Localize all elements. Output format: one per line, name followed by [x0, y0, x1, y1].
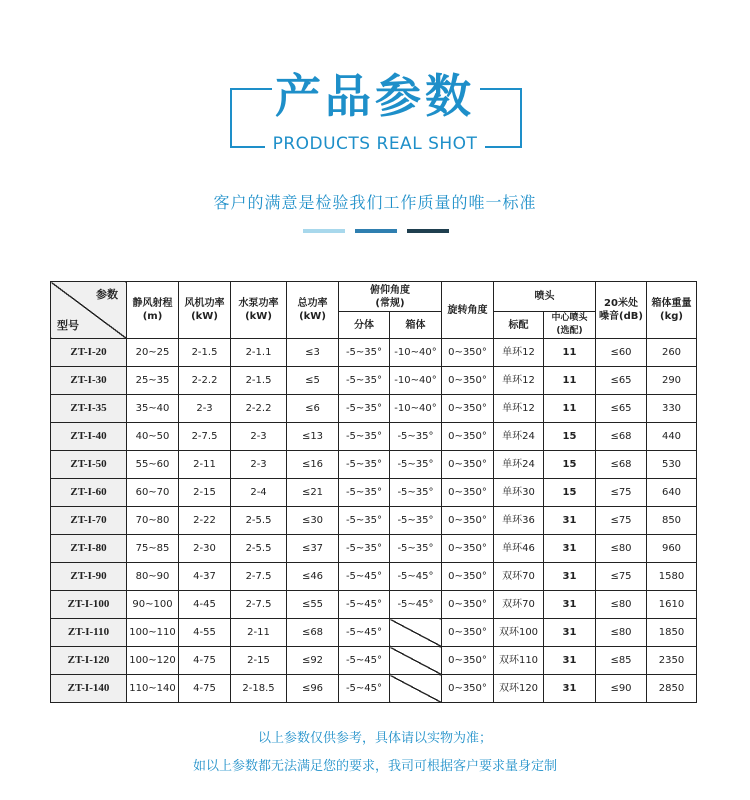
model-cell: ZT-I-30	[51, 367, 127, 395]
value-cell: 1580	[647, 563, 697, 591]
footer-note-1: 以上参数仅供参考，具体请以实物为准；	[257, 731, 492, 746]
corner-cell	[51, 282, 127, 339]
value-cell: 2-2.2	[231, 395, 287, 423]
value-cell: 单环12	[494, 395, 544, 423]
value-cell: 70~80	[127, 507, 179, 535]
page-title: 产品参数	[275, 69, 475, 123]
value-cell: -5~35°	[339, 535, 390, 563]
value-cell: -5~35°	[339, 507, 390, 535]
value-cell: 单环36	[494, 507, 544, 535]
value-cell: ≤55	[287, 591, 339, 619]
value-cell: ≤65	[596, 395, 647, 423]
table-row	[51, 423, 697, 451]
value-cell: ≤75	[596, 479, 647, 507]
value-cell: 双环120	[494, 675, 544, 703]
value-cell: -5~35°	[339, 339, 390, 367]
value-cell: 0~350°	[442, 647, 494, 675]
value-cell: 1610	[647, 591, 697, 619]
model-cell: ZT-I-50	[51, 451, 127, 479]
value-cell: 2-7.5	[231, 563, 287, 591]
value-cell: 0~350°	[442, 507, 494, 535]
header-nozzle: 喷头	[494, 282, 596, 312]
value-cell: -5~45°	[339, 647, 390, 675]
value-cell: 2-18.5	[231, 675, 287, 703]
value-cell: 2-15	[231, 647, 287, 675]
value-cell: 25~35	[127, 367, 179, 395]
value-cell: 0~350°	[442, 451, 494, 479]
value-cell: 2-7.5	[231, 591, 287, 619]
value-cell: 2850	[647, 675, 697, 703]
value-cell: 双环100	[494, 619, 544, 647]
value-cell: 100~110	[127, 619, 179, 647]
value-cell: -5~45°	[339, 619, 390, 647]
value-cell: 单环12	[494, 367, 544, 395]
value-cell: 1850	[647, 619, 697, 647]
page-subtitle: PRODUCTS REAL SHOT	[265, 132, 485, 156]
value-cell: 单环24	[494, 423, 544, 451]
model-cell: ZT-I-140	[51, 675, 127, 703]
table-row	[51, 619, 697, 647]
value-cell: 双环110	[494, 647, 544, 675]
table-row	[51, 451, 697, 479]
value-cell: -5~45°	[339, 591, 390, 619]
value-cell: 11	[544, 395, 596, 423]
table-header-row	[51, 282, 697, 312]
value-cell: 31	[544, 507, 596, 535]
value-cell: 2-4	[231, 479, 287, 507]
value-cell: ≤46	[287, 563, 339, 591]
value-cell: ≤3	[287, 339, 339, 367]
value-cell: ≤85	[596, 647, 647, 675]
value-cell: 31	[544, 619, 596, 647]
value-cell: -5~45°	[390, 563, 442, 591]
header-rotation: 旋转角度	[442, 282, 494, 339]
value-cell: 双环70	[494, 591, 544, 619]
header-total-power: 总功率 (kW)	[287, 282, 339, 339]
table-row	[51, 675, 697, 703]
value-cell: 2-22	[179, 507, 231, 535]
value-cell: 0~350°	[442, 563, 494, 591]
value-cell: 0~350°	[442, 339, 494, 367]
value-cell: 31	[544, 563, 596, 591]
decor-bar	[355, 229, 397, 233]
value-cell: 100~120	[127, 647, 179, 675]
empty-diagonal-cell	[390, 619, 442, 647]
header-fan-power: 风机功率 (kW)	[179, 282, 231, 339]
value-cell: ≤30	[287, 507, 339, 535]
value-cell: 80~90	[127, 563, 179, 591]
value-cell: 0~350°	[442, 619, 494, 647]
model-cell: ZT-I-40	[51, 423, 127, 451]
value-cell: -5~35°	[339, 367, 390, 395]
value-cell: 2350	[647, 647, 697, 675]
value-cell: 2-1.1	[231, 339, 287, 367]
table-row	[51, 395, 697, 423]
value-cell: 0~350°	[442, 479, 494, 507]
value-cell: 2-3	[179, 395, 231, 423]
value-cell: 2-5.5	[231, 535, 287, 563]
value-cell: 15	[544, 479, 596, 507]
value-cell: 850	[647, 507, 697, 535]
header-tilt-split: 分体	[339, 312, 390, 339]
value-cell: 2-11	[231, 619, 287, 647]
value-cell: 0~350°	[442, 675, 494, 703]
value-cell: ≤68	[596, 451, 647, 479]
value-cell: 4-37	[179, 563, 231, 591]
header	[0, 0, 750, 240]
header-weight: 箱体重量 (kg)	[647, 282, 697, 339]
model-cell: ZT-I-60	[51, 479, 127, 507]
table-row	[51, 647, 697, 675]
footer-note-2: 如以上参数都无法满足您的要求，我司可根据客户要求量身定制	[192, 759, 557, 774]
corner-model-label: 型号	[57, 319, 79, 332]
value-cell: -10~40°	[390, 395, 442, 423]
value-cell: ≤75	[596, 507, 647, 535]
model-cell: ZT-I-70	[51, 507, 127, 535]
value-cell: 2-1.5	[179, 339, 231, 367]
decor-bar	[303, 229, 345, 233]
value-cell: -5~35°	[339, 451, 390, 479]
value-cell: ≤16	[287, 451, 339, 479]
model-cell: ZT-I-80	[51, 535, 127, 563]
model-cell: ZT-I-20	[51, 339, 127, 367]
decor-bar	[407, 229, 449, 233]
value-cell: 440	[647, 423, 697, 451]
model-cell: ZT-I-110	[51, 619, 127, 647]
value-cell: 11	[544, 339, 596, 367]
value-cell: -5~35°	[390, 507, 442, 535]
value-cell: 11	[544, 367, 596, 395]
value-cell: ≤65	[596, 367, 647, 395]
value-cell: 960	[647, 535, 697, 563]
value-cell: 单环46	[494, 535, 544, 563]
params-table	[50, 281, 697, 703]
value-cell: 60~70	[127, 479, 179, 507]
value-cell: 40~50	[127, 423, 179, 451]
value-cell: 640	[647, 479, 697, 507]
value-cell: 2-15	[179, 479, 231, 507]
value-cell: ≤68	[287, 619, 339, 647]
value-cell: 0~350°	[442, 395, 494, 423]
value-cell: 4-45	[179, 591, 231, 619]
header-range: 静风射程 (m)	[127, 282, 179, 339]
corner-param-label: 参数	[96, 288, 118, 301]
value-cell: ≤80	[596, 591, 647, 619]
empty-diagonal-cell	[390, 675, 442, 703]
value-cell: 0~350°	[442, 367, 494, 395]
value-cell: 31	[544, 591, 596, 619]
value-cell: ≤90	[596, 675, 647, 703]
value-cell: ≤21	[287, 479, 339, 507]
model-cell: ZT-I-90	[51, 563, 127, 591]
value-cell: ≤75	[596, 563, 647, 591]
value-cell: 290	[647, 367, 697, 395]
model-cell: ZT-I-35	[51, 395, 127, 423]
value-cell: -5~45°	[390, 591, 442, 619]
value-cell: -5~45°	[339, 675, 390, 703]
table-row	[51, 591, 697, 619]
value-cell: 530	[647, 451, 697, 479]
empty-diagonal-cell	[390, 647, 442, 675]
value-cell: 0~350°	[442, 535, 494, 563]
value-cell: -5~35°	[339, 479, 390, 507]
value-cell: 单环24	[494, 451, 544, 479]
model-cell: ZT-I-100	[51, 591, 127, 619]
value-cell: 双环70	[494, 563, 544, 591]
value-cell: 75~85	[127, 535, 179, 563]
header-pump-power: 水泵功率 (kW)	[231, 282, 287, 339]
value-cell: 31	[544, 675, 596, 703]
value-cell: 4-75	[179, 675, 231, 703]
value-cell: -5~35°	[339, 423, 390, 451]
value-cell: -5~35°	[339, 395, 390, 423]
value-cell: ≤68	[596, 423, 647, 451]
header-nozzle-center: 中心喷头 (选配)	[544, 312, 596, 339]
value-cell: 55~60	[127, 451, 179, 479]
value-cell: 2-2.2	[179, 367, 231, 395]
decor-bars	[303, 229, 453, 233]
value-cell: 31	[544, 535, 596, 563]
table-row	[51, 339, 697, 367]
value-cell: 单环30	[494, 479, 544, 507]
table-row	[51, 367, 697, 395]
value-cell: ≤80	[596, 535, 647, 563]
value-cell: 15	[544, 423, 596, 451]
value-cell: ≤5	[287, 367, 339, 395]
value-cell: 0~350°	[442, 423, 494, 451]
value-cell: 330	[647, 395, 697, 423]
value-cell: ≤96	[287, 675, 339, 703]
value-cell: 2-11	[179, 451, 231, 479]
value-cell: 20~25	[127, 339, 179, 367]
slogan: 客户的满意是检验我们工作质量的唯一标准	[213, 193, 537, 212]
model-cell: ZT-I-120	[51, 647, 127, 675]
value-cell: 2-30	[179, 535, 231, 563]
table-row	[51, 507, 697, 535]
value-cell: -5~35°	[390, 535, 442, 563]
value-cell: 2-3	[231, 423, 287, 451]
header-tilt: 俯仰角度 (常规)	[339, 282, 442, 312]
value-cell: ≤37	[287, 535, 339, 563]
table-row	[51, 563, 697, 591]
value-cell: ≤6	[287, 395, 339, 423]
value-cell: 2-1.5	[231, 367, 287, 395]
value-cell: ≤92	[287, 647, 339, 675]
value-cell: 15	[544, 451, 596, 479]
value-cell: 0~350°	[442, 591, 494, 619]
value-cell: 2-5.5	[231, 507, 287, 535]
value-cell: ≤60	[596, 339, 647, 367]
value-cell: 单环12	[494, 339, 544, 367]
value-cell: -10~40°	[390, 339, 442, 367]
value-cell: -5~35°	[390, 451, 442, 479]
header-tilt-box: 箱体	[390, 312, 442, 339]
value-cell: -10~40°	[390, 367, 442, 395]
value-cell: -5~35°	[390, 479, 442, 507]
value-cell: 2-3	[231, 451, 287, 479]
value-cell: ≤13	[287, 423, 339, 451]
value-cell: 2-7.5	[179, 423, 231, 451]
value-cell: 110~140	[127, 675, 179, 703]
value-cell: -5~35°	[390, 423, 442, 451]
table-row	[51, 479, 697, 507]
value-cell: ≤80	[596, 619, 647, 647]
value-cell: 4-75	[179, 647, 231, 675]
value-cell: 4-55	[179, 619, 231, 647]
table-row	[51, 535, 697, 563]
value-cell: 31	[544, 647, 596, 675]
header-noise: 20米处 噪音(dB)	[596, 282, 647, 339]
value-cell: 260	[647, 339, 697, 367]
header-nozzle-std: 标配	[494, 312, 544, 339]
value-cell: -5~45°	[339, 563, 390, 591]
value-cell: 35~40	[127, 395, 179, 423]
value-cell: 90~100	[127, 591, 179, 619]
